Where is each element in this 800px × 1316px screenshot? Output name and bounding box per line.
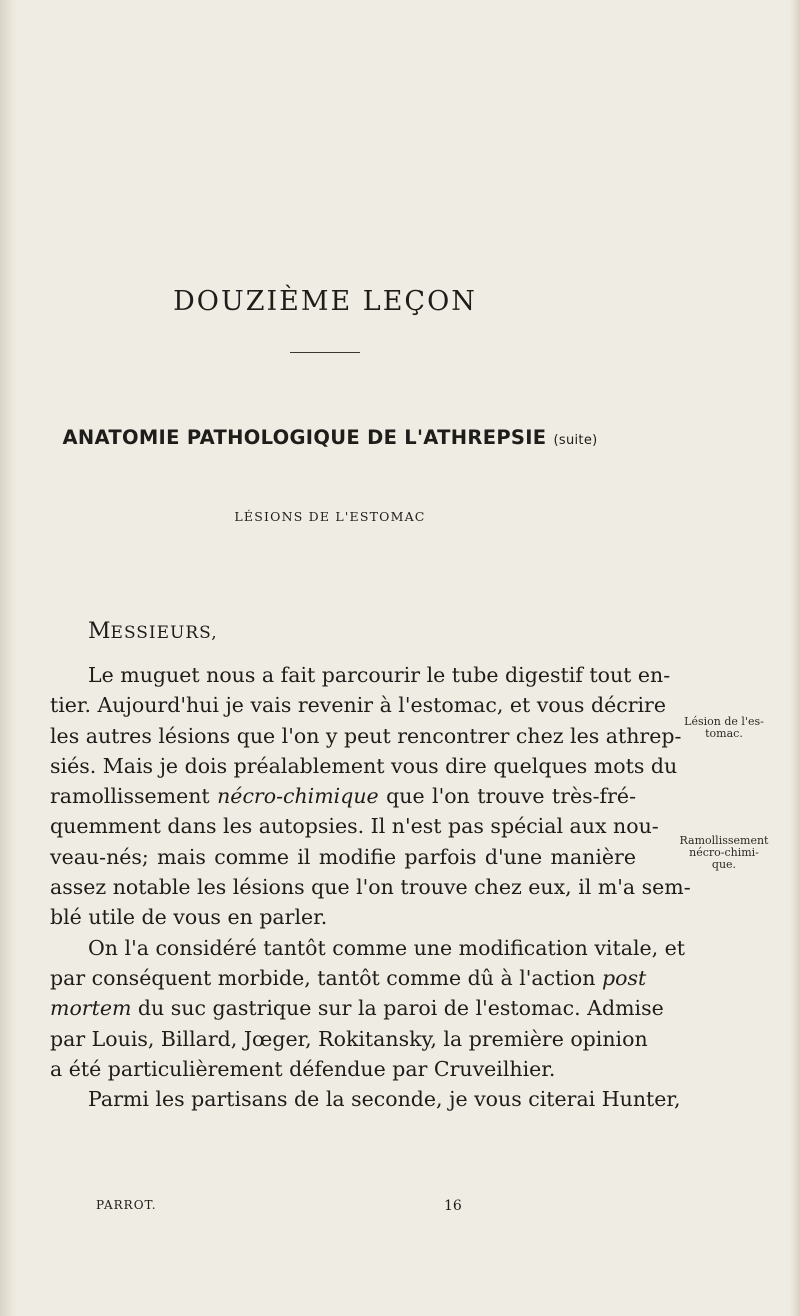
marginal-line: que. xyxy=(711,858,737,871)
italic-term: mortem xyxy=(50,996,132,1021)
text-line: assez notable les lésions que l'on trouve chez eux, il m'a sem- xyxy=(50,875,691,900)
marginal-line: nécro-chimi- xyxy=(689,846,759,859)
section-title xyxy=(50,426,610,449)
marginal-line: Lésion de l'es- xyxy=(684,715,764,728)
text-line: blé utile de vous en parler. xyxy=(50,905,328,930)
text-line: veau-nés; mais comme il modifie parfois d'une manière xyxy=(50,844,636,869)
page-edge-shadow-right xyxy=(790,0,800,1316)
text-span: que l'on trouve très-fré- xyxy=(378,784,636,809)
page-number: 16 xyxy=(444,1198,462,1214)
title-separator-rule xyxy=(290,352,360,353)
salutation xyxy=(88,619,218,644)
body-text xyxy=(50,660,691,1114)
salutation-rest: ESSIEURS, xyxy=(110,623,218,643)
text-line: les autres lésions que l'on y peut rencontrer chez les athrep- xyxy=(50,723,682,748)
section-title-suite: (suite) xyxy=(553,433,598,448)
salutation-initial: M xyxy=(88,619,111,644)
text-line: Parmi les partisans de la seconde, je vous citerai Hunter, xyxy=(88,1087,681,1112)
marginal-line: tomac. xyxy=(705,727,743,740)
subsection-title: LÉSIONS DE L'ESTOMAC xyxy=(234,509,426,524)
text-span: du suc gastrique sur la paroi de l'estomac. Admise xyxy=(131,996,664,1021)
marginal-line: Ramollissement xyxy=(679,834,769,847)
footer-signature: PARROT. xyxy=(96,1198,157,1212)
text-span: ramollissement xyxy=(50,784,218,809)
text-span: par conséquent morbide, tantôt comme dû à l'action xyxy=(50,965,602,990)
italic-term: post xyxy=(601,965,647,990)
marginal-note-lesion-estomac xyxy=(658,716,790,740)
text-line: On l'a considéré tantôt comme une modification vitale, et xyxy=(88,935,686,960)
text-line: tier. Aujourd'hui je vais revenir à l'estomac, et vous décrire xyxy=(50,693,666,718)
section-title-main: ANATOMIE PATHOLOGIQUE DE L'ATHREPSIE xyxy=(62,426,547,449)
text-line xyxy=(50,963,647,993)
text-line: quemment dans les autopsies. Il n'est pas spécial aux nou- xyxy=(50,814,659,839)
chapter-title: DOUZIÈME LEÇON xyxy=(173,286,477,317)
text-line: Le muguet nous a fait parcourir le tube digestif tout en- xyxy=(88,663,671,687)
text-line: siés. Mais je dois préalablement vous dire quelques mots du xyxy=(50,753,678,778)
page-edge-shadow-left xyxy=(0,0,18,1316)
text-line: a été particulièrement défendue par Cruveilhier. xyxy=(50,1056,556,1081)
text-line: par Louis, Billard, Jœger, Rokitansky, la première opinion xyxy=(50,1026,648,1051)
text-line xyxy=(50,993,664,1023)
marginal-note-ramollissement xyxy=(658,835,790,871)
italic-term: nécro-chimique xyxy=(217,784,379,809)
text-line xyxy=(50,781,636,811)
